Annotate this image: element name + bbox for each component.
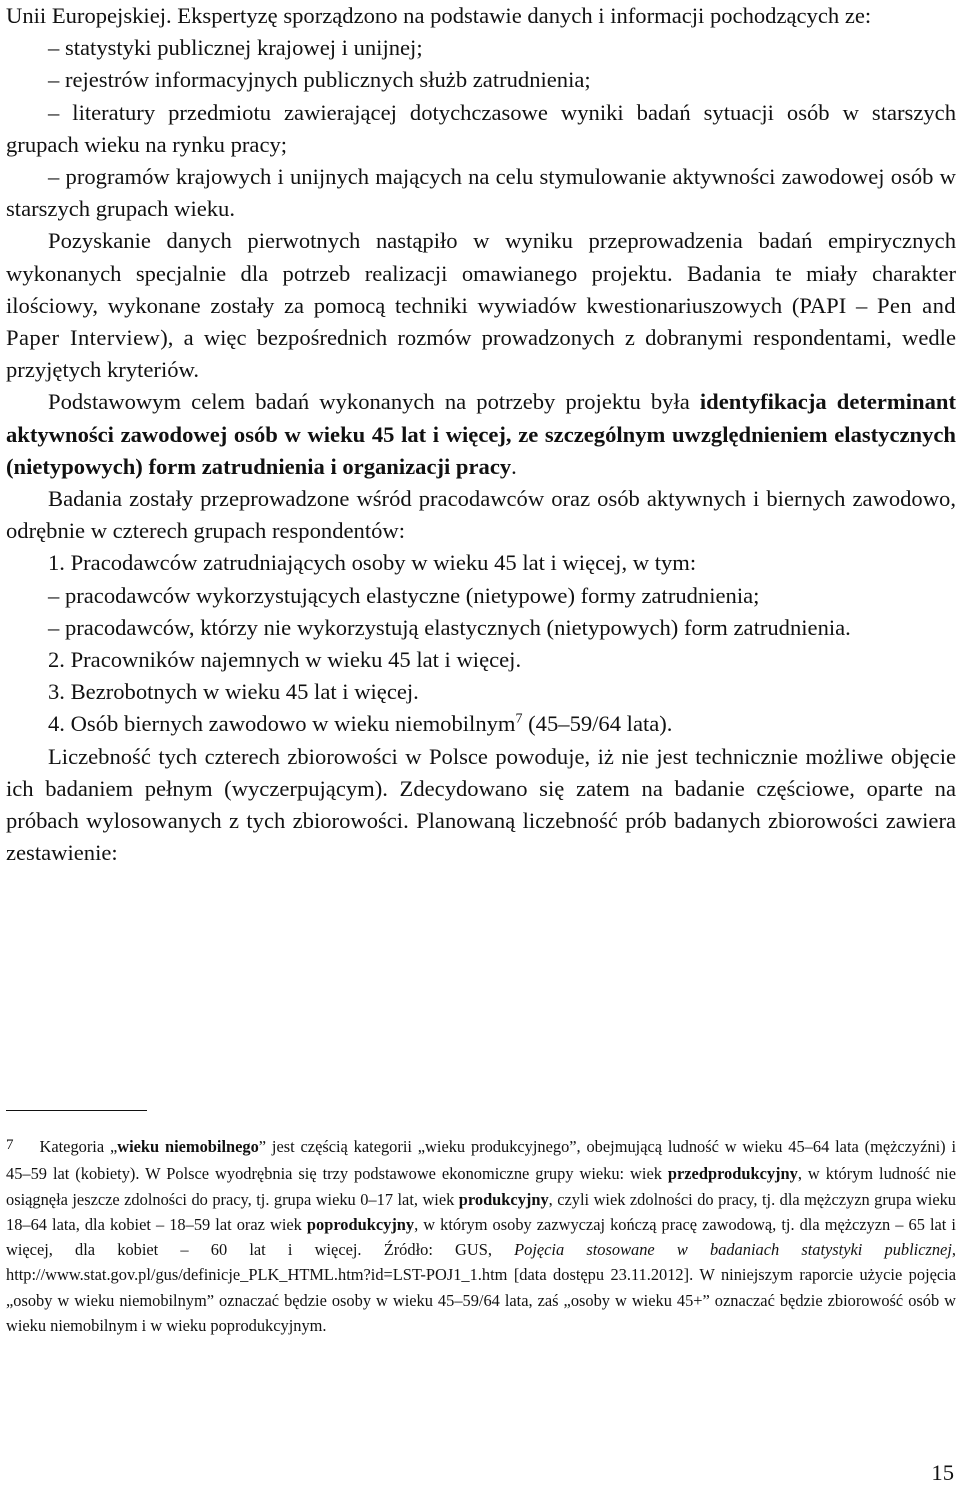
list-item-group-1: 1. Pracodawców zatrudniających osoby w wieku 45 lat i więcej, w tym: bbox=[48, 550, 697, 576]
text-run: , w którym ludność nie osiągnęła jeszcze zdolności do pracy, tj. grupa wieku 0–17 lat, wiek bbox=[6, 1164, 956, 1209]
text-run: , http://www.stat.gov.pl/gus/definicje_PLK_HTML.htm?id=LST-POJ1_1.htm [data dostępu 23.11.2012]. W niniejszym raporcie użycie pojęcia „osoby w wieku niemobilnym” oznaczać będzie osoby w wieku 45–59/64 lata, zaś „osoby w wieku 45+” oznaczać będzie zbiorowość osób w wieku niemobilnym i w wieku poprodukcyjnym. bbox=[6, 1240, 956, 1336]
text-run: , w którym osoby zazwyczaj kończą pracę zawodową, tj. dla mężczyzn – 65 lat i więcej, dla kobiet – 60 lat i więcej. Źródło: GUS, bbox=[6, 1214, 956, 1260]
text-run-bold: przedprodukcyjny bbox=[667, 1164, 798, 1184]
list-subitem: – pracodawców, którzy nie wykorzystują elastycznych (nietypowych) form zatrudnienia. bbox=[48, 614, 851, 640]
text-run: ), a więc bezpośrednich rozmów prowadzonych z dobranymi respondentami, wedle przyjętych kryteriów. bbox=[6, 325, 956, 383]
paragraph-respondents: Badania zostały przeprowadzone wśród pracodawców oraz osób aktywnych i biernych zawodowo, odrębnie w czterech grupach respondentów: bbox=[6, 486, 956, 544]
text-run: . bbox=[511, 453, 517, 479]
source-item: – programów krajowych i unijnych mających na celu stymulowanie aktywności zawodowej osób w starszych grupach wieku. bbox=[6, 164, 956, 222]
footnote-text bbox=[6, 1134, 956, 1338]
main-text bbox=[6, 0, 956, 869]
paragraph-goal bbox=[6, 386, 956, 483]
text-run: , czyli wiek zdolności do pracy, tj. dla mężczyzn grupa wieku 18–64 lata, dla kobiet – 18–59 lat oraz wiek bbox=[6, 1189, 956, 1234]
text-run: Podstawowym celem badań wykonanych na potrzeby projektu była bbox=[48, 389, 700, 415]
text-run: (45–59/64 lata). bbox=[522, 711, 673, 737]
page-number: 15 bbox=[931, 1460, 954, 1485]
paragraph-intro: Unii Europejskiej. Ekspertyzę sporządzono na podstawie danych i informacji pochodzących ze: bbox=[6, 3, 872, 28]
text-run-bold: produkcyjny bbox=[458, 1189, 549, 1209]
text-run-bold: wieku niemobilnego bbox=[117, 1137, 259, 1156]
document-page bbox=[6, 0, 956, 869]
footnote-separator bbox=[6, 1110, 147, 1111]
paragraph-data-collection bbox=[6, 225, 956, 386]
source-item: – statystyki publicznej krajowej i unijnej; bbox=[48, 35, 423, 61]
source-item: – literatury przedmiotu zawierającej dotychczasowe wyniki badań sytuacji osób w starszych grupach wieku na rynku pracy; bbox=[6, 99, 956, 157]
list-item-group-4 bbox=[6, 708, 956, 740]
text-run-bold: identyfikacja determinant aktywności zawodowej osób w wieku 45 lat i więcej, ze szczególnym uwzględnieniem elastycznych (nietypowych) form zatrudnienia i organizacji pracy bbox=[6, 389, 956, 479]
footnote bbox=[6, 1134, 956, 1338]
source-item: – rejestrów informacyjnych publicznych służb zatrudnienia; bbox=[48, 67, 591, 93]
text-run-bold: poprodukcyjny bbox=[306, 1214, 415, 1234]
text-run: Kategoria „ bbox=[39, 1137, 118, 1156]
footnote-number: 7 bbox=[6, 1137, 14, 1153]
text-run: Pozyskanie danych pierwotnych nastąpiło w wyniku przeprowadzenia badań empirycznych wykonanych specjalnie dla potrzeb realizacji omawianego projektu. Badania te miały charakter ilościowy, wykonane zostały za pomocą techniki wywiadów kwestionariuszowych (PAPI – bbox=[6, 228, 956, 318]
list-item-group-2: 2. Pracowników najemnych w wieku 45 lat i więcej. bbox=[48, 647, 522, 673]
footnote-reference: 7 bbox=[515, 711, 523, 727]
text-run: ” jest częścią kategorii „wieku produkcyjnego”, obejmującą ludność w wieku 45–64 lata (mężczyźni) i 45–59 lat (kobiety). W Polsce wyodrębnia się trzy podstawowe ekonomiczne grupy wieku: wiek bbox=[6, 1137, 956, 1184]
text-run-italic: Pojęcia stosowane w badaniach statystyki publicznej bbox=[514, 1240, 952, 1260]
paragraph-sample: Liczebność tych czterech zbiorowości w Polsce powoduje, iż nie jest technicznie możliwe objęcie ich badaniem pełnym (wyczerpującym). Zdecydowano się zatem na badanie częściowe, oparte na próbach wylosowanych z tych zbiorowości. Planowaną liczebność prób badanych zbiorowości zawiera zestawienie: bbox=[6, 743, 956, 866]
list-item-group-3: 3. Bezrobotnych w wieku 45 lat i więcej. bbox=[48, 679, 419, 705]
text-run-papi: Pen and Paper Interview bbox=[6, 292, 956, 351]
text-run: 4. Osób biernych zawodowo w wieku niemobilnym bbox=[48, 711, 516, 737]
list-subitem: – pracodawców wykorzystujących elastyczne (nietypowe) formy zatrudnienia; bbox=[48, 582, 760, 608]
